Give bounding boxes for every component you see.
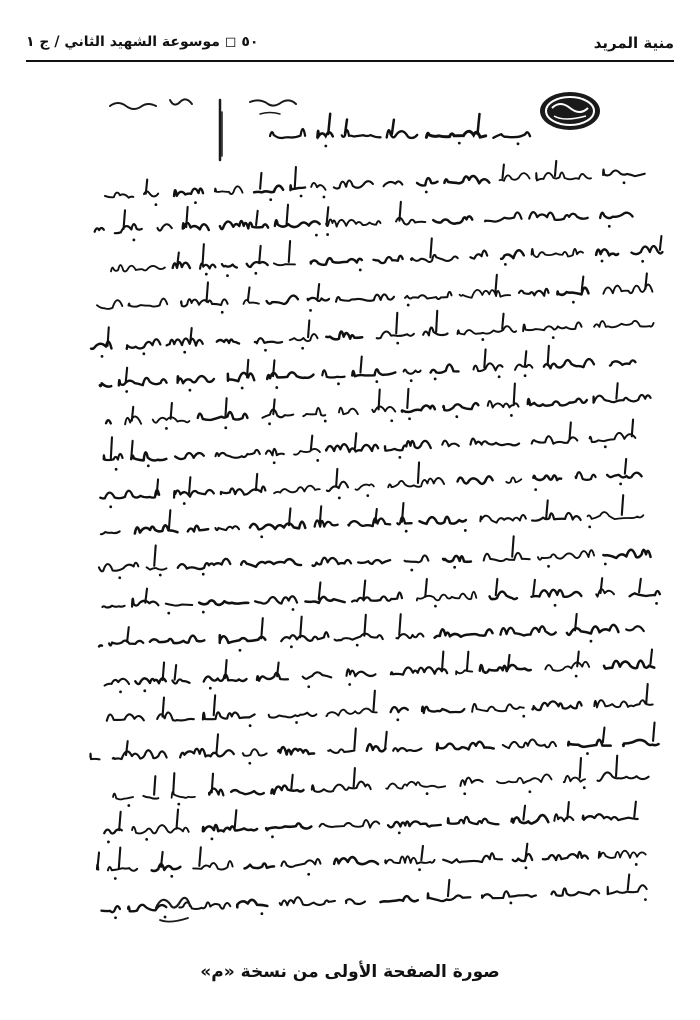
handwritten-dot [458,142,461,145]
header-rule [26,60,674,62]
page-header [26,30,674,60]
handwritten-word [99,645,102,646]
handwritten-dot [324,145,327,148]
figure-caption: صورة الصفحة الأولى من نسخة «م» [200,962,500,982]
manuscript-facsimile [20,86,680,946]
seal-stamp [540,92,600,130]
book-title: منية المريد [593,34,674,52]
running-head: ٥٠ ◻ موسوعة الشهيد الثاني / ج ١ [26,34,259,50]
manuscript-page-image [20,86,680,946]
handwritten-dot [517,142,520,145]
